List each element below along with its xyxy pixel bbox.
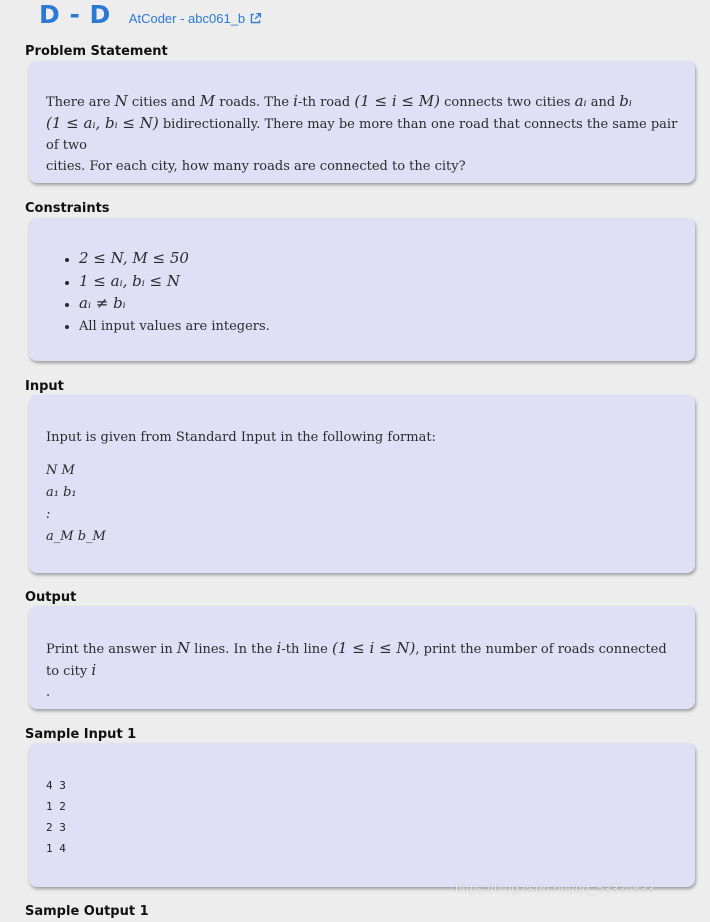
- sample-input-1-heading: Sample Input 1: [25, 727, 137, 742]
- constraints-card: [29, 218, 695, 361]
- text-line: [46, 91, 678, 113]
- text-line: [46, 156, 678, 177]
- input-heading: Input: [25, 379, 64, 394]
- text-run: bidirectionally. There may be more than one road that connects the same pair of two: [46, 117, 678, 153]
- constraint-item: [79, 248, 678, 271]
- text-run: -th line: [281, 642, 332, 657]
- text-run: -th road: [297, 95, 355, 110]
- text-run: connects two cities: [439, 95, 575, 110]
- problem-statement-heading: Problem Statement: [25, 44, 168, 59]
- text-run: and: [586, 95, 620, 110]
- sample-line: 4 3: [46, 779, 66, 792]
- text-run: lines. In the: [190, 642, 277, 657]
- math-expression: i: [293, 92, 298, 110]
- text-run: .: [46, 685, 51, 700]
- format-line: a_M b_M: [46, 529, 106, 544]
- sample-line: 1 4: [46, 842, 66, 855]
- problem-statement-text: [46, 91, 678, 177]
- text-line: [46, 113, 678, 156]
- sample-input-1-code: [46, 775, 678, 859]
- math-expression: N: [176, 639, 191, 657]
- problem-title: D - D: [39, 0, 111, 29]
- input-format-block: [46, 460, 678, 548]
- text-run: There are: [46, 95, 115, 110]
- math-expression: M: [199, 92, 216, 110]
- math-expression: (1 ≤ i ≤ N): [332, 639, 416, 657]
- output-text: [46, 638, 678, 703]
- text-line: [46, 682, 678, 703]
- sample-line: 2 3: [46, 821, 66, 834]
- math-expression: N: [114, 92, 128, 110]
- atcoder-problem-link[interactable]: [129, 11, 262, 26]
- math-expression: 1 ≤ aᵢ, bᵢ ≤ N: [79, 271, 180, 290]
- problem-statement-card: [29, 61, 695, 183]
- watermark: https://blog.csdn.net/qq_53324833: [455, 881, 655, 896]
- sample-line: 1 2: [46, 800, 66, 813]
- input-intro: Input is given from Standard Input in the following format:: [46, 430, 436, 445]
- page-title: [39, 0, 262, 30]
- math-expression: i: [91, 661, 97, 679]
- math-expression: i: [276, 639, 282, 657]
- sample-output-1-heading: Sample Output 1: [25, 904, 149, 919]
- math-expression: aᵢ ≠ bᵢ: [79, 294, 126, 312]
- constraints-heading: Constraints: [25, 201, 110, 216]
- text-run: roads. The: [215, 95, 294, 110]
- constraint-item: [79, 271, 678, 294]
- input-card: [29, 395, 695, 573]
- text-line: [46, 638, 678, 682]
- atcoder-link-label[interactable]: AtCoder - abc061_b: [128, 11, 246, 26]
- text-run: , print the number of roads connected to city: [46, 642, 667, 679]
- output-card: [29, 606, 695, 709]
- text-run: cities and: [127, 95, 200, 110]
- math-expression: bᵢ: [619, 92, 632, 110]
- text-run: cities. For each city, how many roads are connected to the city?: [46, 159, 466, 174]
- text-run: Print the answer in: [46, 642, 177, 657]
- output-heading: Output: [25, 590, 77, 605]
- format-line: :: [46, 507, 51, 522]
- external-link-icon[interactable]: [249, 12, 262, 25]
- math-expression: (1 ≤ aᵢ, bᵢ ≤ N): [46, 114, 159, 132]
- format-line: N M: [46, 463, 75, 478]
- math-expression: aᵢ: [574, 92, 587, 110]
- format-line: a₁ b₁: [46, 485, 77, 500]
- sample-input-1-card: [29, 743, 695, 887]
- math-expression: 2 ≤ N, M ≤ 50: [79, 249, 189, 267]
- constraint-item: [79, 293, 678, 316]
- constraints-list: [46, 248, 678, 337]
- constraint-item: [79, 316, 678, 338]
- math-expression: (1 ≤ i ≤ M): [354, 92, 440, 110]
- text-run: All input values are integers.: [79, 318, 270, 334]
